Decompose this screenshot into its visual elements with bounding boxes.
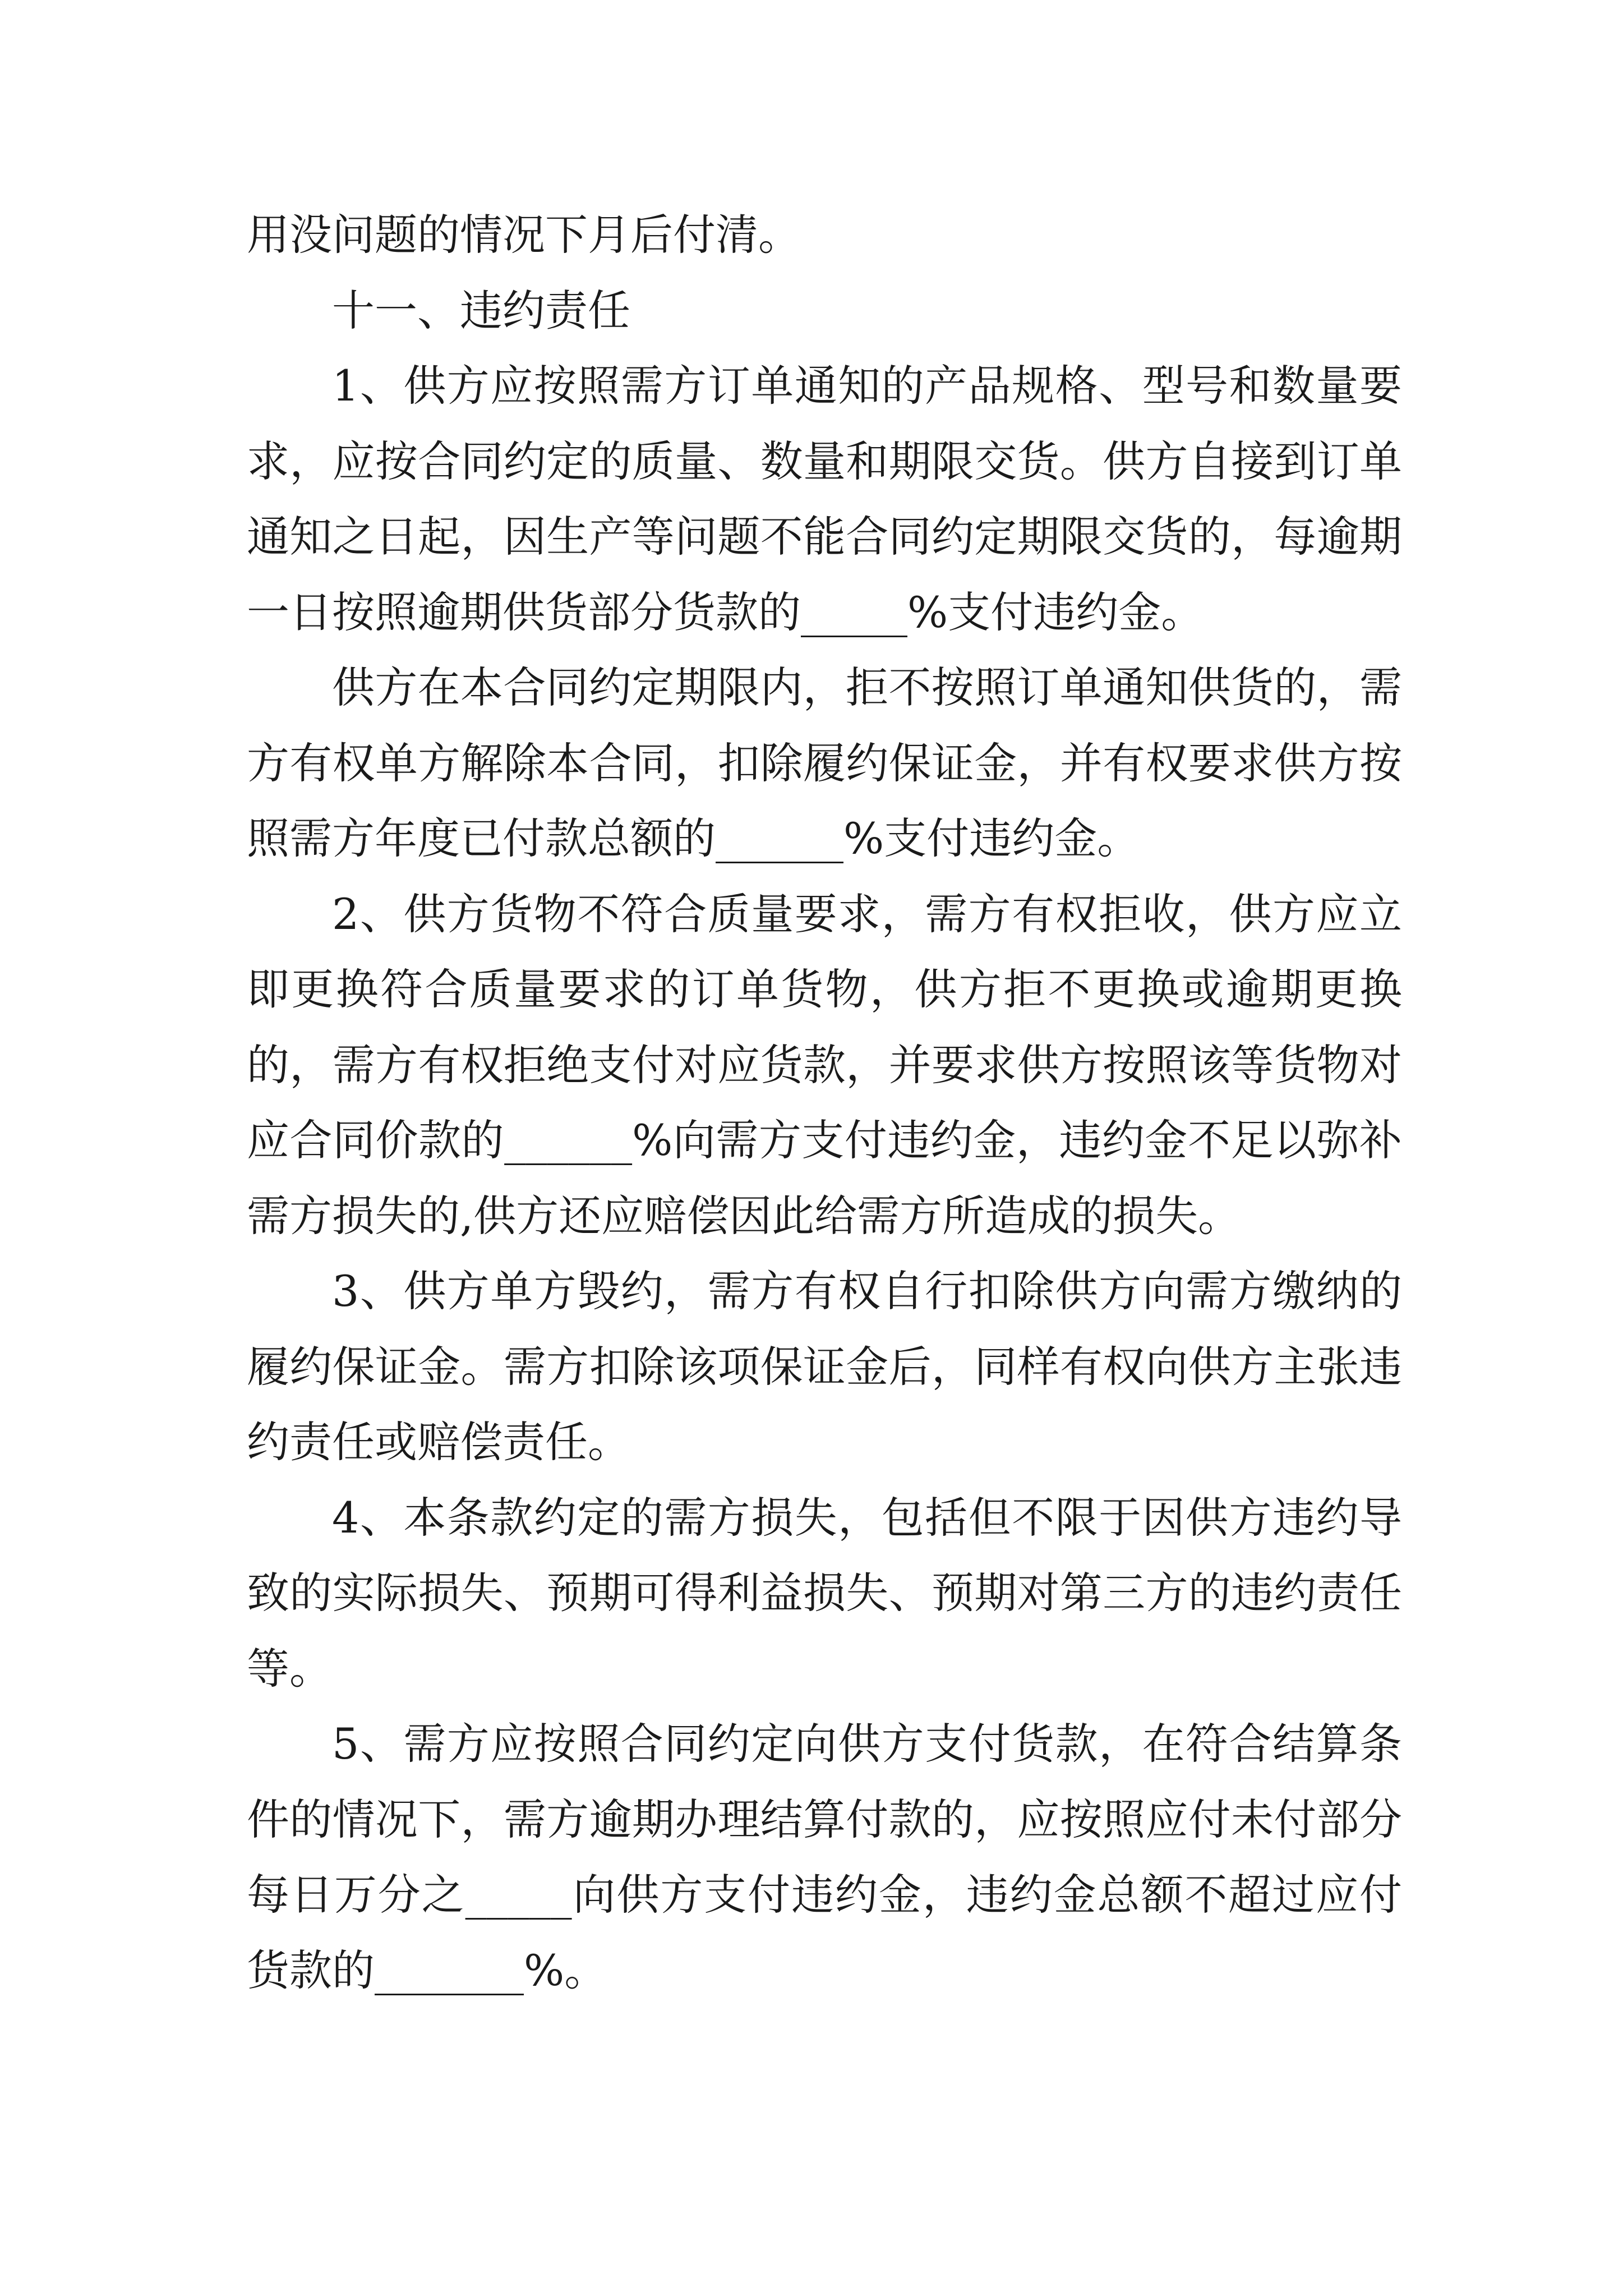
clause-1-delivery-delay: 1、供方应按照需方订单通知的产品规格、型号和数量要求，应按合同约定的质量、数量和期限交货。供方自接到订单通知之日起，因生产等问题不能合同约定期限交货的，每逾期一日按照逾期供货部分货款的_____%支付违约金。 [247, 361, 1402, 637]
clause-3-unilateral-breach: 3、供方单方毁约，需方有权自行扣除供方向需方缴纳的履约保证金。需方扣除该项保证金后，同样有权向供方主张违约责任或赔偿责任。 [247, 1266, 1402, 1467]
paragraph-payment-tail: 用没问题的情况下月后付清。 [247, 210, 801, 260]
document-body [247, 197, 1402, 2008]
clause-4-loss-definition: 4、本条款约定的需方损失，包括但不限于因供方违约导致的实际损失、预期可得利益损失、预期对第三方的违约责任等。 [247, 1492, 1402, 1694]
section-heading-breach-liability: 十一、违约责任 [332, 285, 630, 335]
clause-2-quality: 2、供方货物不符合质量要求，需方有权拒收，供方应立即更换符合质量要求的订单货物，供方拒不更换或逾期更换的，需方有权拒绝支付对应货款，并要求供方按照该等货物对应合同价款的______%向需方支付违约金，违约金不足以弥补需方损失的,供方还应赔偿因此给需方所造成的损失。 [247, 889, 1402, 1241]
clause-5-late-payment: 5、需方应按照合同约定向供方支付货款，在符合结算条件的情况下，需方逾期办理结算付款的，应按照应付未付部分每日万分之_____向供方支付违约金，违约金总额不超过应付货款的_______%。 [247, 1719, 1402, 1995]
clause-1-refusal-to-supply: 供方在本合同约定期限内，拒不按照订单通知供货的，需方有权单方解除本合同，扣除履约保证金，并有权要求供方按照需方年度已付款总额的______%支付违约金。 [247, 662, 1402, 863]
